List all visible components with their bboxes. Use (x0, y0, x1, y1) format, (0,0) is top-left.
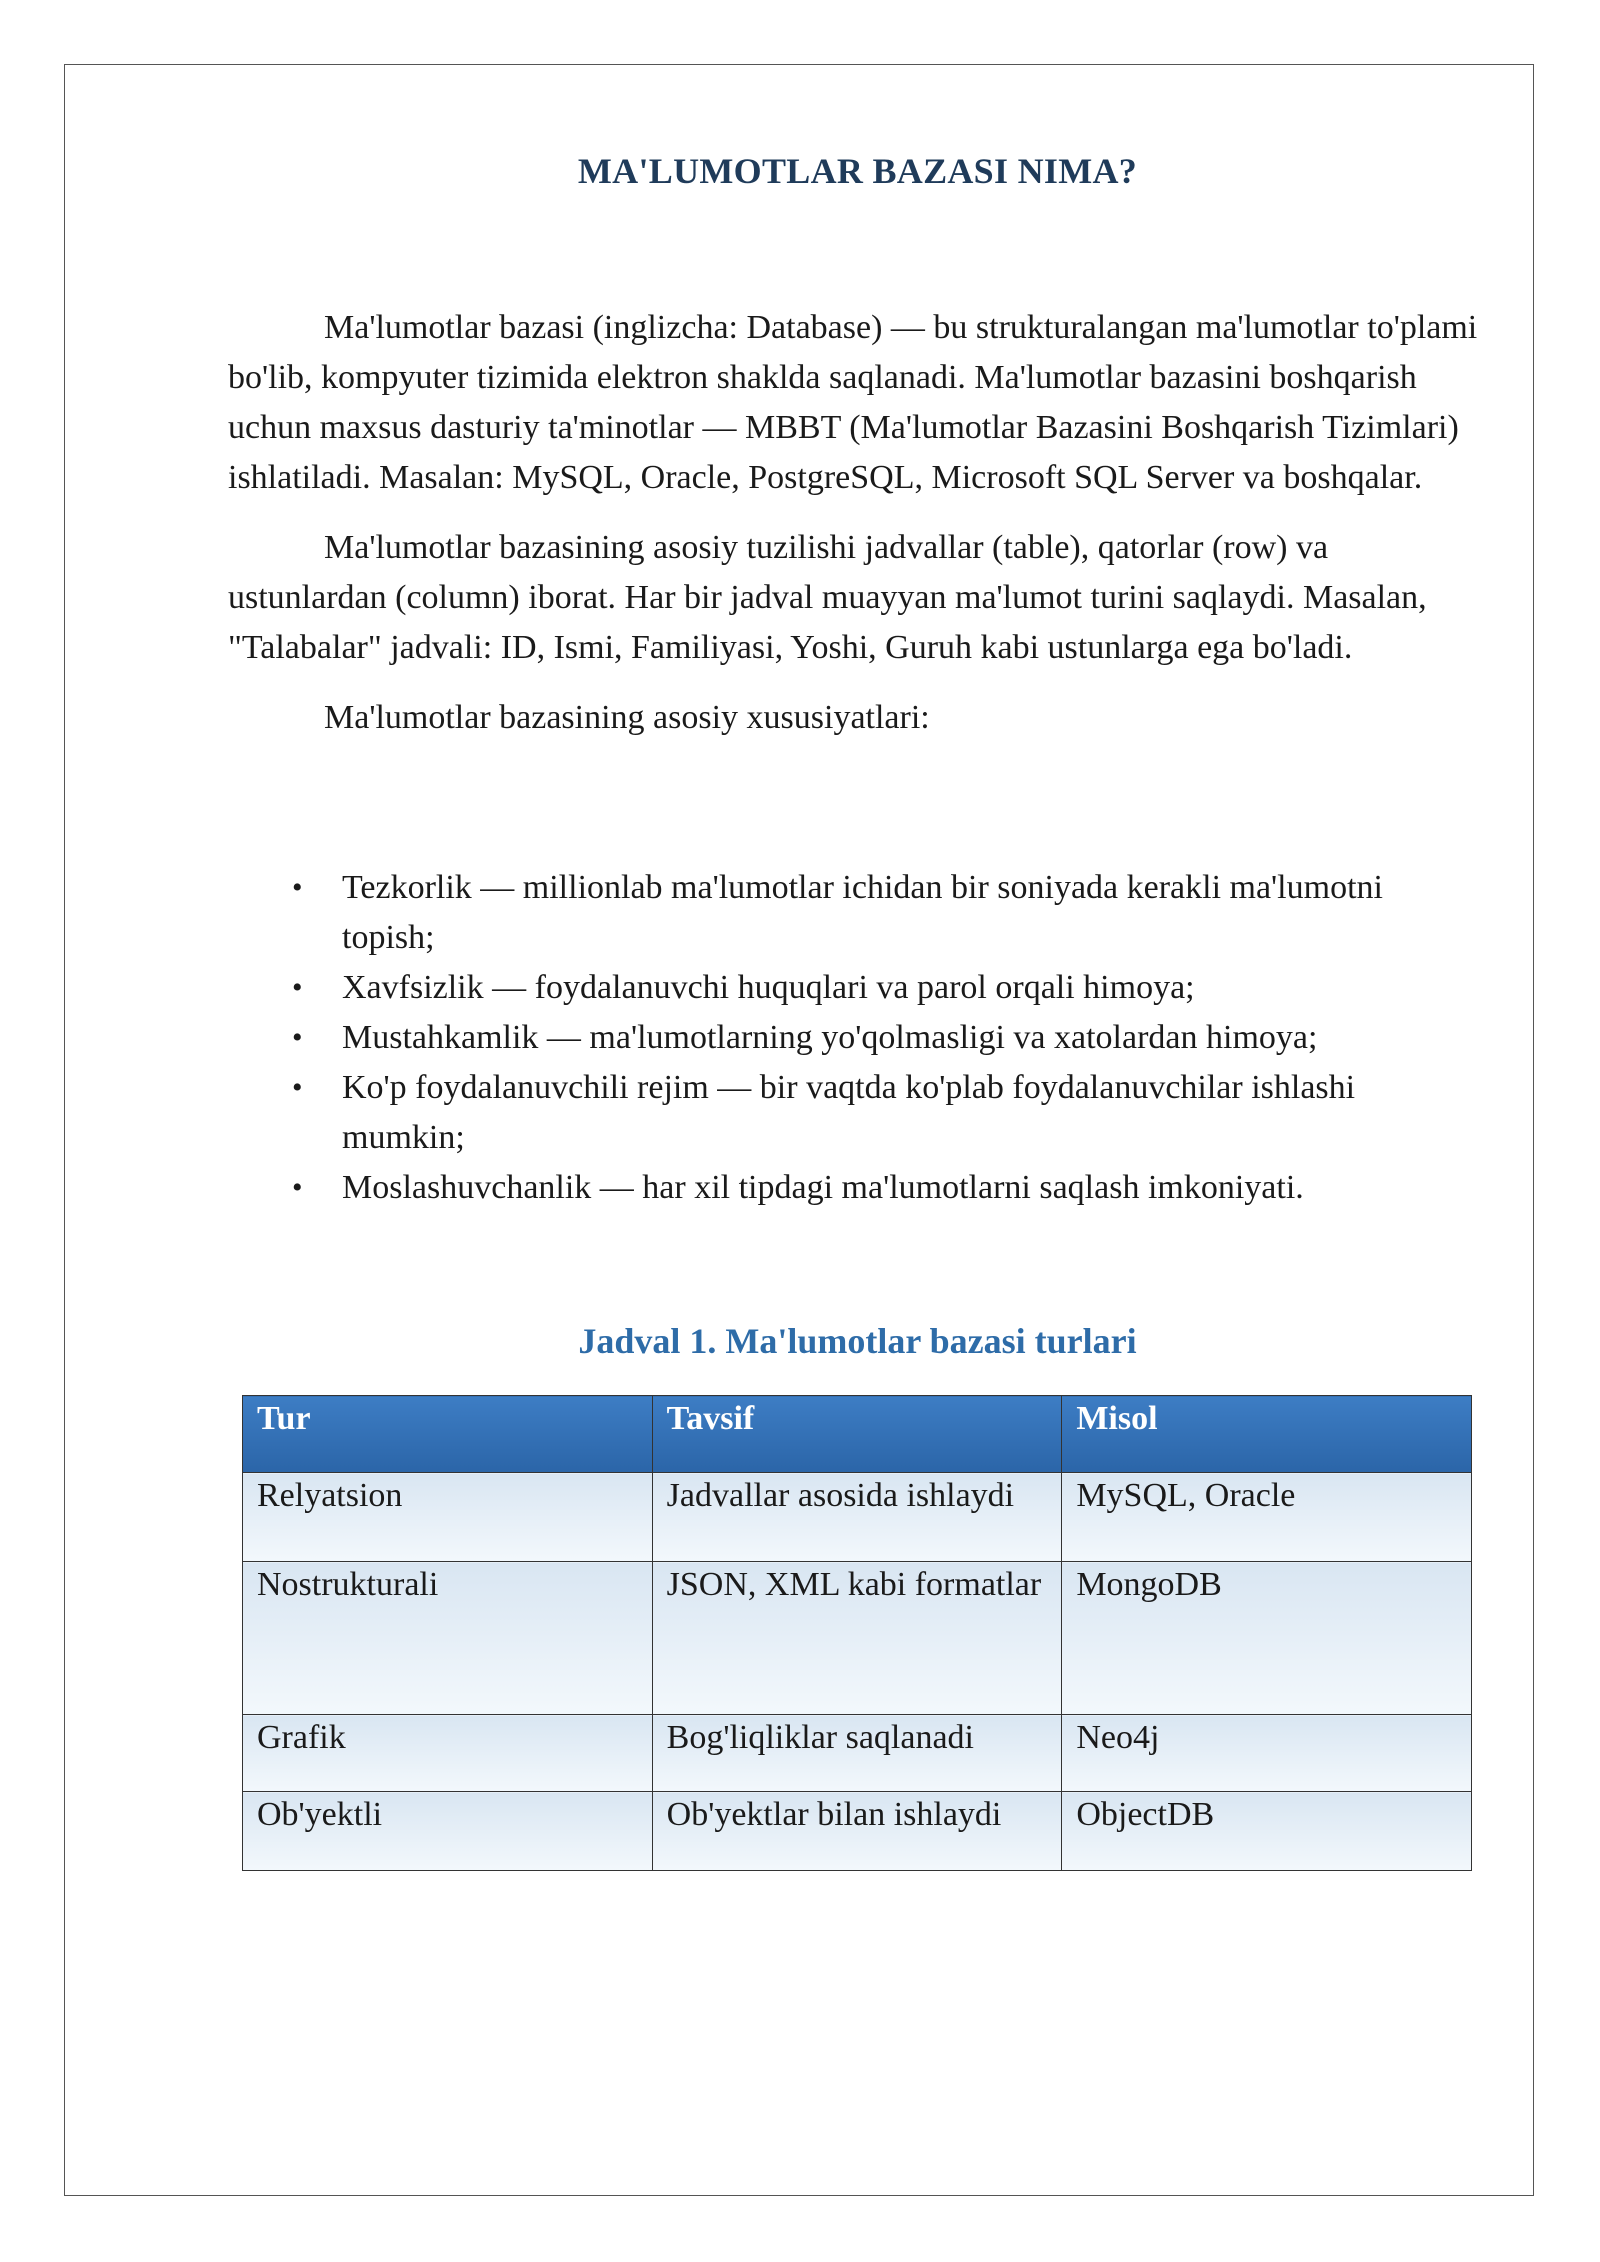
paragraph-structure: Ma'lumotlar bazasining asosiy tuzilishi jadvallar (table), qatorlar (row) va ustunlardan (column) iborat. Har bir jadval muayyan ma'lumot turini saqlaydi. Masalan, "Talabalar" jadvali: ID, Ismi, Familiyasi, Yoshi, Guruh kabi ustunlarga ega bo'ladi. (228, 529, 1427, 666)
cell-description: JSON, XML kabi formatlar (652, 1562, 1062, 1715)
cell-type: Relyatsion (243, 1473, 653, 1562)
cell-example: MongoDB (1062, 1562, 1472, 1715)
table-caption: Jadval 1. Ma'lumotlar bazasi turlari (578, 1321, 1137, 1361)
bullet-icon: • (292, 871, 303, 904)
list-item-text: Xavfsizlik — foydalanuvchi huquqlari va parol orqali himoya; (342, 969, 1195, 1006)
list-item-text: Ko'p foydalanuvchili rejim — bir vaqtda ko'plab foydalanuvchilar ishlashi mumkin; (342, 1069, 1356, 1156)
list-item-text: Moslashuvchanlik — har xil tipdagi ma'lumotlarni saqlash imkoniyati. (342, 1169, 1304, 1206)
features-list (228, 863, 1478, 1213)
cell-description: Ob'yektlar bilan ishlaydi (652, 1792, 1062, 1871)
table-row (243, 1473, 1472, 1562)
cell-example: MySQL, Oracle (1062, 1473, 1472, 1562)
table-header-row (243, 1396, 1472, 1473)
list-item (228, 963, 1478, 1013)
cell-type: Grafik (243, 1715, 653, 1792)
paragraph-intro: Ma'lumotlar bazasi (inglizcha: Database) — bu strukturalangan ma'lumotlar to'plami bo'lib, kompyuter tizimida elektron shaklda saqlanadi. Ma'lumotlar bazasini boshqarish uchun maxsus dasturiy ta'minotlar — MBBT (Ma'lumotlar Bazasini Boshqarish Tizimlari) ishlatiladi. Masalan: MySQL, Oracle, PostgreSQL, Microsoft SQL Server va boshqalar. (228, 309, 1478, 496)
header-example: Misol (1062, 1396, 1472, 1473)
bullet-icon: • (292, 1171, 303, 1204)
cell-description: Bog'liqliklar saqlanadi (652, 1715, 1062, 1792)
cell-example: ObjectDB (1062, 1792, 1472, 1871)
paragraph-features-intro: Ma'lumotlar bazasining asosiy xususiyatlari: (324, 699, 930, 736)
cell-type: Nostrukturali (243, 1562, 653, 1715)
cell-type: Ob'yektli (243, 1792, 653, 1871)
body-text (228, 303, 1478, 763)
list-item (228, 1063, 1478, 1163)
database-types-table (242, 1395, 1472, 1871)
table-row (243, 1715, 1472, 1792)
table-row (243, 1562, 1472, 1715)
table-row (243, 1792, 1472, 1871)
list-item (228, 863, 1478, 963)
header-description: Tavsif (652, 1396, 1062, 1473)
list-item-text: Tezkorlik — millionlab ma'lumotlar ichidan bir soniyada kerakli ma'lumotni topish; (342, 869, 1383, 956)
list-item (228, 1163, 1478, 1213)
page-title: MA'LUMOTLAR BAZASI NIMA? (577, 151, 1138, 191)
bullet-icon: • (292, 1021, 303, 1054)
list-item-text: Mustahkamlik — ma'lumotlarning yo'qolmasligi va xatolardan himoya; (342, 1019, 1318, 1056)
bullet-icon: • (292, 1071, 303, 1104)
cell-example: Neo4j (1062, 1715, 1472, 1792)
bullet-icon: • (292, 971, 303, 1004)
header-type: Tur (243, 1396, 653, 1473)
list-item (228, 1013, 1478, 1063)
cell-description: Jadvallar asosida ishlaydi (652, 1473, 1062, 1562)
